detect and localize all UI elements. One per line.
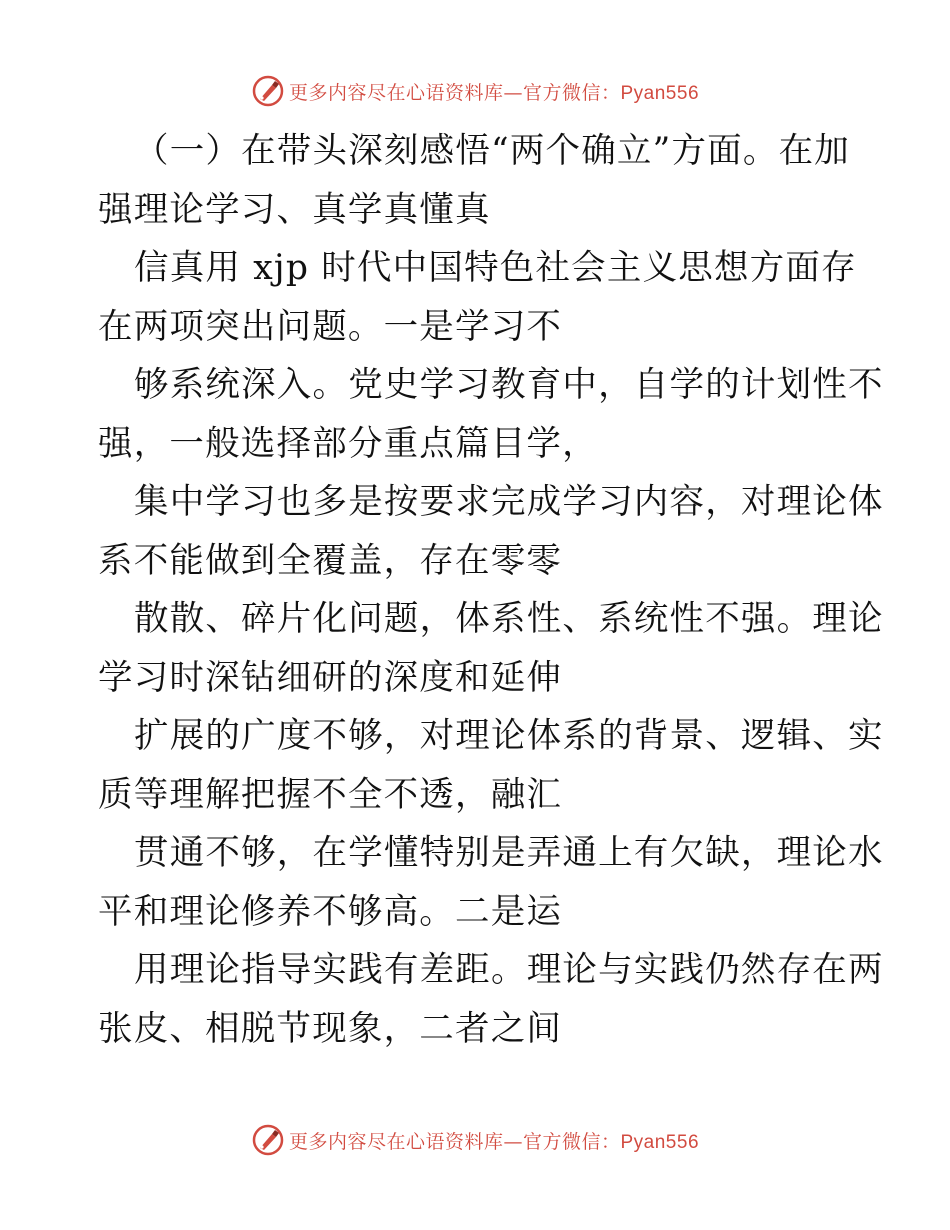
text-line: 信真用 xjp 时代中国特色社会主义思想方面存 bbox=[134, 248, 857, 288]
header-brand-text: 更多内容尽在心语资料库 bbox=[288, 81, 504, 104]
text-line: 扩展的广度不够，对理论体系的背景、逻辑、实 bbox=[134, 716, 884, 756]
text-line: 强，一般选择部分重点篇目学， bbox=[98, 423, 598, 464]
text-line: 在两项突出问题。一是学习不 bbox=[98, 306, 563, 347]
text-line: 学习时深钻细研的深度和延伸 bbox=[98, 657, 563, 698]
text-line: 强理论学习、真学真懂真 bbox=[98, 189, 491, 230]
footer-separator: — bbox=[503, 1130, 523, 1153]
text-line: 集中学习也多是按要求完成学习内容，对理论体 bbox=[134, 482, 884, 522]
text-line: 张皮、相脱节现象，二者之间 bbox=[98, 1008, 563, 1049]
footer-wechat-label: 官方微信： bbox=[522, 1130, 621, 1153]
footer-banner bbox=[0, 1120, 950, 1160]
header-banner bbox=[0, 71, 950, 111]
header-separator: — bbox=[503, 81, 523, 104]
header-wechat-label: 官方微信： bbox=[522, 81, 621, 104]
text-line: 够系统深入。党史学习教育中，自学的计划性不 bbox=[134, 365, 884, 405]
pen-logo-icon bbox=[251, 74, 285, 108]
footer-wechat-id: Pyan556 bbox=[620, 1131, 700, 1153]
text-line: 系不能做到全覆盖，存在零零 bbox=[98, 540, 563, 581]
text-line: 贯通不够，在学懂特别是弄通上有欠缺，理论水 bbox=[134, 833, 884, 873]
text-line: 质等理解把握不全不透，融汇 bbox=[98, 774, 563, 815]
text-line: 散散、碎片化问题，体系性、系统性不强。理论 bbox=[134, 599, 884, 639]
text-line: 平和理论修养不够高。二是运 bbox=[98, 891, 563, 932]
text-line: 用理论指导实践有差距。理论与实践仍然存在两 bbox=[134, 950, 884, 990]
header-wechat-id: Pyan556 bbox=[620, 82, 700, 104]
footer-banner-text bbox=[289, 1127, 699, 1154]
document-body bbox=[98, 122, 884, 1058]
footer-brand-text: 更多内容尽在心语资料库 bbox=[288, 1130, 504, 1153]
header-banner-text bbox=[289, 78, 699, 105]
text-line: （一）在带头深刻感悟“两个确立”方面。在加 bbox=[134, 131, 850, 171]
pen-logo-icon bbox=[251, 1123, 285, 1157]
